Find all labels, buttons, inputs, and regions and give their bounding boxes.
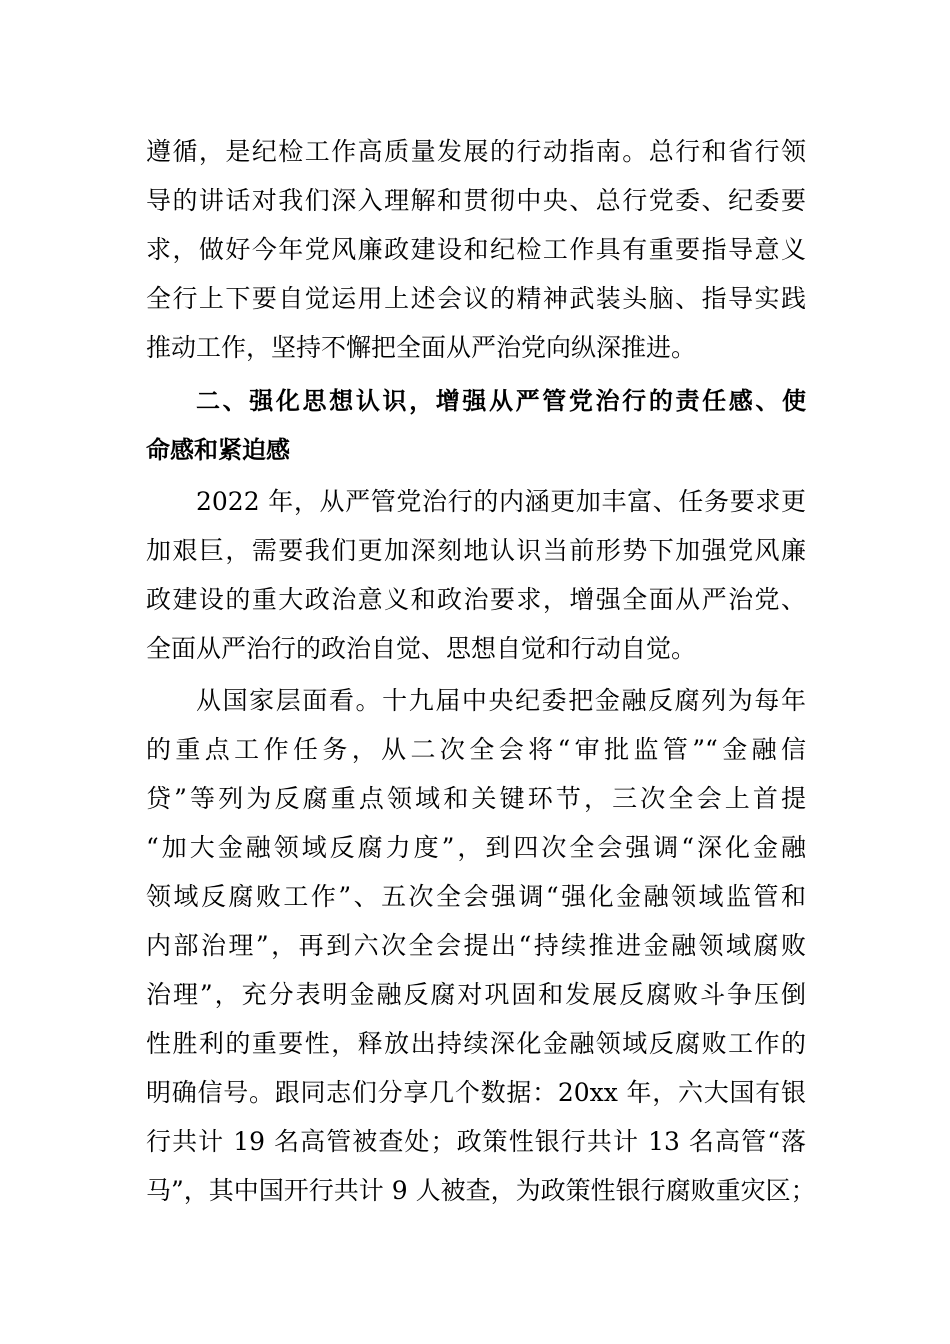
paragraph-3-line-1: 从国家层面看。十九届中央纪委把金融反腐列为每年: [196, 686, 806, 715]
section-heading-line-1: 二、强化思想认识，增强从严管党治行的责任感、使: [196, 387, 806, 415]
paragraph-3-line-5: 领域反腐败工作”、五次全会强调“强化金融领域监管和: [146, 882, 806, 911]
paragraph-2-line-2: 加艰巨，需要我们更加深刻地认识当前形势下加强党风廉: [146, 536, 806, 565]
paragraph-3-line-6: 内部治理”，再到六次全会提出“持续推进金融领域腐败: [146, 931, 806, 960]
paragraph-2-line-4: 全面从严治行的政治自觉、思想自觉和行动自觉。: [146, 634, 697, 663]
section-heading-line-2: 命感和紧迫感: [146, 436, 290, 464]
paragraph-1-line-4: 全行上下要自觉运用上述会议的精神武装头脑、指导实践: [146, 284, 806, 313]
paragraph-3-line-8: 性胜利的重要性，释放出持续深化金融领域反腐败工作的: [146, 1029, 806, 1058]
paragraph-3-line-7: 治理”，充分表明金融反腐对巩固和发展反腐败斗争压倒: [146, 980, 806, 1009]
paragraph-3-line-2: 的重点工作任务，从二次全会将“审批监管”“金融信: [146, 735, 806, 764]
paragraph-3-line-3: 贷”等列为反腐重点领域和关键环节，三次全会上首提: [146, 784, 806, 813]
paragraph-3-line-10: 行共计 19 名高管被查处；政策性银行共计 13 名高管“落: [146, 1127, 806, 1156]
paragraph-2-line-3: 政建设的重大政治意义和政治要求，增强全面从严治党、: [146, 585, 806, 614]
paragraph-1-line-5: 推动工作，坚持不懈把全面从严治党向纵深推进。: [146, 333, 697, 362]
paragraph-3-line-4: “加大金融领域反腐力度”，到四次全会强调“深化金融: [146, 833, 806, 862]
paragraph-3-line-11: 马”，其中国开行共计 9 人被查，为政策性银行腐败重灾区；: [146, 1176, 816, 1205]
paragraph-1-line-3: 求，做好今年党风廉政建设和纪检工作具有重要指导意义: [146, 235, 806, 264]
paragraph-1-line-2: 导的讲话对我们深入理解和贯彻中央、总行党委、纪委要: [146, 186, 806, 215]
paragraph-3-line-9: 明确信号。跟同志们分享几个数据：20xx 年，六大国有银: [146, 1078, 806, 1107]
paragraph-1-line-1: 遵循，是纪检工作高质量发展的行动指南。总行和省行领: [146, 137, 806, 166]
paragraph-2-line-1: 2022 年，从严管党治行的内涵更加丰富、任务要求更: [196, 487, 806, 516]
